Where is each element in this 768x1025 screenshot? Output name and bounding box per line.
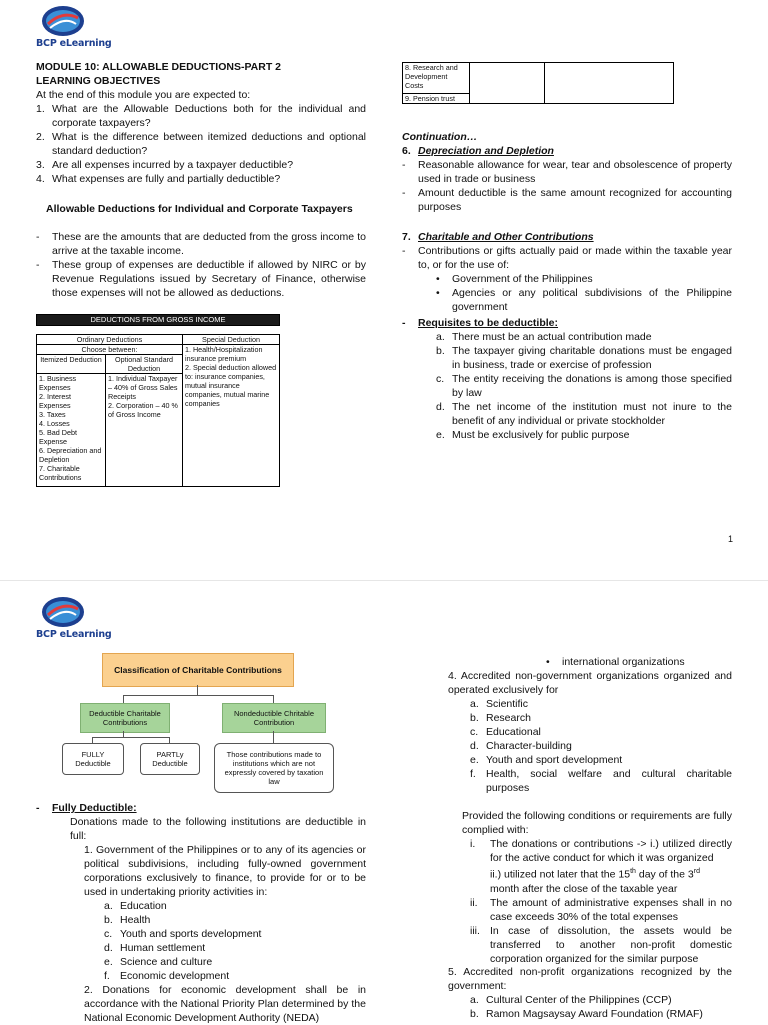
- list-item: b. The taxpayer giving charitable donations must be engaged in business, trade or exercise of profession: [436, 345, 732, 371]
- list-item: • Government of the Philippines: [436, 273, 593, 285]
- list-item: - Amount deductible is the same amount recognized for accounting purposes: [402, 187, 732, 213]
- connector: [273, 731, 274, 743]
- section-title: Allowable Deductions for Individual and Corporate Taxpayers: [46, 203, 353, 215]
- list-item: d. Human settlement: [104, 942, 206, 954]
- objective-item: 3. Are all expenses incurred by a taxpayer deductible?: [36, 159, 294, 171]
- list-item: e. Youth and sport development: [470, 754, 623, 766]
- list-item: b. Ramon Magsaysay Award Foundation (RMAF): [470, 1008, 703, 1020]
- diagram-fully: FULLY Deductible: [62, 743, 124, 775]
- list-item: a. Cultural Center of the Philippines (CCP): [470, 994, 672, 1006]
- connector: [273, 695, 274, 703]
- item-4-list: [470, 697, 732, 795]
- list-item: f. Health, social welfare and cultural charitable purposes: [470, 768, 732, 794]
- char-dots: [436, 272, 732, 314]
- list-item: a. There must be an actual contribution made: [436, 331, 652, 343]
- list-item: a. Education: [104, 900, 167, 912]
- choose-label: Choose between:: [37, 345, 183, 355]
- itemized-header: Itemized Deduction: [37, 355, 106, 374]
- rd-row: 8. Research and Development Costs: [403, 63, 470, 94]
- list-item: • Agencies or any political subdivisions of the Philippine government: [436, 287, 732, 313]
- dep-bullets: [402, 158, 732, 214]
- item-4: 4. Accredited non-government organizations organized and operated exclusively for: [448, 670, 732, 696]
- list-item: - Reasonable allowance for wear, tear and obsolescence of property used in trade or business: [402, 159, 732, 185]
- ordinary-header: Ordinary Deductions: [37, 335, 183, 345]
- objective-item: 4. What expenses are fully and partially deductible?: [36, 173, 281, 185]
- item-5-list: [470, 993, 732, 1021]
- item-1-list: [104, 899, 366, 983]
- intro-bullets: [36, 230, 366, 300]
- item-1: 1. Government of the Philippines or to any of its agencies or political subdivisions, including fully-owned government corporations exclusively to finance, to provide for or to be used in undertaking priority activities in:: [84, 844, 366, 898]
- list-item: d. The net income of the institution must not inure to the benefit of any individual or private stockholder: [436, 401, 732, 427]
- connector: [197, 685, 198, 695]
- special-list: 1. Health/Hospitalization insurance premium 2. Special deduction allowed to: insurance companies, mutual insurance companies, mutual marine companies: [183, 345, 280, 487]
- provided-text: Provided the following conditions or requirements are fully complied with:: [462, 810, 732, 836]
- connector: [92, 737, 170, 738]
- list-item: e. Science and culture: [104, 956, 213, 968]
- bcp-logo-icon: [40, 595, 86, 629]
- itemized-list: 1. Business Expenses 2. Interest Expenses 3. Taxes 4. Losses 5. Bad Debt Expense 6. Depreciation and Depletion 7. Charitable Contributions: [37, 374, 106, 487]
- pension-row: 9. Pension trust: [403, 94, 470, 104]
- list-item: b. Health: [104, 914, 151, 926]
- list-item: e. Must be exclusively for public purpose: [436, 429, 630, 441]
- list-item: f. Economic development: [104, 970, 230, 982]
- list-item: a. Scientific: [470, 698, 529, 710]
- page-number: 1: [728, 534, 734, 544]
- deductions-table: [36, 314, 280, 487]
- char-heading: 7. Charitable and Other Contributions: [402, 231, 594, 243]
- diagram-deductible: Deductible Charitable Contributions: [80, 703, 170, 733]
- list-item: c. Educational: [470, 726, 541, 738]
- char-bullet: - Contributions or gifts actually paid or made within the taxable year to, or for the use of:: [402, 245, 732, 271]
- diagram-nondeductible: Nondeductible Chritable Contribution: [222, 703, 326, 733]
- requisites-heading: - Requisites to be deductible:: [402, 317, 559, 329]
- brand-name: BCP eLearning: [36, 38, 112, 49]
- continuation-label: Continuation…: [402, 131, 478, 143]
- rd-table: [402, 62, 674, 104]
- list-item: iii. In case of dissolution, the assets would be transferred to another non-profit domestic corporation organized for the similar purpose: [470, 924, 732, 965]
- connector: [123, 695, 273, 696]
- list-item: d. Character-building: [470, 740, 572, 752]
- special-header: Special Deduction: [183, 335, 280, 345]
- objectives-intro: At the end of this module you are expected to:: [36, 89, 251, 101]
- list-item: ii. The amount of administrative expenses shall in no case exceeds 30% of the total expenses: [470, 896, 732, 923]
- objectives-list: [36, 102, 366, 186]
- page-2: [0, 580, 768, 1025]
- brand-name: BCP eLearning: [36, 629, 112, 640]
- item-5: 5. Accredited non-profit organizations recognized by the government:: [448, 966, 732, 992]
- diagram-partly: PARTLy Deductible: [140, 743, 200, 775]
- item-2: 2. Donations for economic development shall be in accordance with the National Priority Plan determined by the National Economic Development Authority (NEDA): [84, 984, 366, 1024]
- optional-list: 1. Individual Taxpayer – 40% of Gross Sales Receipts 2. Corporation – 40 % of Gross Income: [106, 374, 183, 487]
- list-item: - These group of expenses are deductible if allowed by NIRC or by Revenue Regulations issued by Secretary of Finance, otherwise those expenses will not be allowed as deductions.: [36, 259, 366, 299]
- fully-heading: - Fully Deductible:: [36, 802, 137, 814]
- bcp-logo-icon: [40, 4, 86, 38]
- list-item: i. The donations or contributions -> i.) utilized directly for the active conduct for which it was organized ii.) utilized not later that the 15th day of the 3rd month after the close of the taxable year: [470, 838, 732, 895]
- objectives-title: LEARNING OBJECTIVES: [36, 75, 161, 87]
- dep-heading: 6. Depreciation and Depletion: [402, 145, 554, 157]
- diagram-non-desc: Those contributions made to institutions which are not expressly covered by taxation law: [214, 743, 334, 793]
- requisites-list: [436, 330, 732, 442]
- list-item: - These are the amounts that are deducted from the gross income to arrive at the taxable income.: [36, 231, 366, 257]
- table-header: DEDUCTIONS FROM GROSS INCOME: [36, 314, 280, 326]
- list-item: b. Research: [470, 712, 531, 724]
- conditions-list: [470, 837, 732, 966]
- objective-item: 2. What is the difference between itemized deductions and optional standard deduction?: [36, 131, 366, 157]
- objective-item: 1. What are the Allowable Deductions both for the individual and corporate taxpayers?: [36, 103, 366, 129]
- optional-header: Optional Standard Deduction: [106, 355, 183, 374]
- list-item: c. Youth and sports development: [104, 928, 262, 940]
- fully-intro: Donations made to the following institutions are deductible in full:: [70, 816, 366, 842]
- right-dot-item: • international organizations: [546, 656, 685, 668]
- diagram-root: Classification of Charitable Contributions: [102, 653, 294, 687]
- module-title: MODULE 10: ALLOWABLE DEDUCTIONS-PART 2: [36, 61, 282, 73]
- connector: [123, 695, 124, 703]
- list-item: c. The entity receiving the donations is among those specified by law: [436, 373, 732, 399]
